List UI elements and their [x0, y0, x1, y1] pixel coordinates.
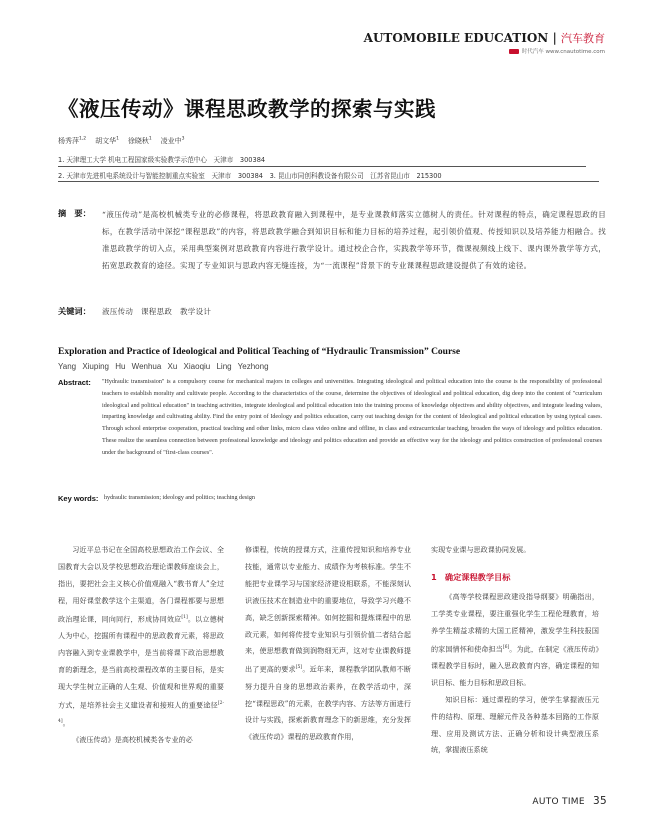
author-name: 徐晓秋	[127, 137, 149, 145]
body-column-2	[245, 542, 411, 746]
paragraph-text: 《高等学校课程思政建设指导纲要》明确指出，工学类专业课程，要注重强化学生工程伦理教育，培养学生精益求精的大国工匠精神，激发学生科技报国的家国情怀和使命担当	[431, 591, 599, 653]
paragraph	[431, 542, 599, 559]
page-footer	[532, 795, 607, 807]
page-number: 35	[593, 795, 607, 807]
citation-ref: [6]	[502, 644, 510, 650]
paragraph	[58, 542, 224, 732]
abstract-en-text: "Hydraulic transmission" is a compulsory course for mechanical majors in colleges and universities. Integrating ideological and political education into the course is the responsibility of professional teachers to establish morality and cultivate people. According to the characteristics of the course, determine the objectives of ideological and political education, dig deep into the content of "curriculum ideological and political education" in teaching activities, integrate ideological and political education into the training process of knowledge objectives and ability objectives, and integrate leading values, imparting knowledge and cultivating ability. Find the entry point of Ideology and politics education, carry out teaching design for the content of Ideological and political education by using typical cases. Through school enterprise cooperation, practical teaching and other links, micro class video online and offline, in class and extracurricular teaching, broaden the ways of ideology and politics education. These realize the seamless connection between professional knowledge and ideology and politics education and provide an effective way for the ideology and politics construction of professional courses under the background of "first-class courses".	[102, 379, 602, 456]
keywords-en-label: Key words:	[58, 494, 99, 503]
abstract-cn-label: 摘 要：	[58, 208, 91, 218]
paragraph-text: 。为此，在制定《液压传动》课程教学目标时，融入思政教育内容，确定课程的知识目标、能力目标和思政目标。	[431, 643, 600, 687]
paragraph-text: 实现专业课与思政课协同发展。	[431, 545, 531, 554]
citation-ref: [2-4]	[58, 700, 224, 724]
header-subline	[509, 47, 605, 55]
paragraph-text: 《液压传动》是高校机械类各专业的必	[72, 735, 193, 745]
abstract-cn-text: “液压传动”是高校机械类专业的必修课程，将思政教育融入到课程中，是专业课教师落实立德树人的责任。针对课程的特点，确定课程思政的目标，在教学活动中深挖“课程思政”的内容，将思政教学融合到知识目标和能力目标的培养过程，起引领价值观、传授知识以及培养能力相融合。找准思政教学的切入点，采用典型案例对思政教育内容进行教学设计。通过校企合作，实践教学等环节，微课视频线上线下、课内课外教学等方式，拓宽思政教育的途径。实现了专业知识与思政内容无缝连接，为“一流课程”背景下的专业课课程思政建设提供了有效的途径。	[102, 210, 606, 270]
citation-ref: [1]	[181, 614, 188, 620]
keywords-cn-label: 关键词：	[58, 306, 91, 316]
article-title: 《液压传动》课程思政教学的探索与实践	[58, 97, 436, 121]
author-name: 杨秀萍	[58, 137, 79, 145]
paragraph-text: 。近年来，课程教学团队教师不断努力提升自身的思想政治素养，在教学活动中，深挖“课程思政”的元素，在教学内容、方法等方面进行设计与实践，探索新教育理念下的新思维，充分发挥《液压传动》课程的思政教育作用，	[245, 664, 412, 742]
affiliation-2: 2. 天津市先进机电系统设计与智能控制重点实验室 天津市 300384 3. 昆山市同创科教设备有限公司 江苏省昆山市 215300	[58, 172, 442, 180]
header-separator: |	[552, 31, 557, 45]
author-name: 胡文华	[95, 137, 117, 145]
author-name: 凌业中	[160, 137, 182, 145]
footer-journal: AUTO TIME	[532, 797, 585, 807]
paragraph-text: 。以立德树人为中心，挖掘所有课程中的思政教育元素，将思政内容融入到专业课教学中，是当前将课下政治思想教育的新理念，是当前高校课程改革的主要目标，是实现大学生树立正确的人生观、价值观和世界观的重要方式，是培养社会主义建设者和接班人的重要途径	[58, 613, 225, 709]
paragraph-text: 知识目标：通过课程的学习，使学生掌握液压元件的结构、原理、理解元件及各种基本回路的工作原理、应用及测试方法、正确分析和设计典型液压系统，掌握液压系统	[431, 694, 599, 755]
publisher-url: 时代汽车 www.cnautotime.com	[521, 49, 605, 55]
paragraph-text: 。	[62, 718, 70, 728]
publisher-logo-icon	[509, 49, 519, 54]
citation-ref: [5]	[295, 665, 303, 671]
author-affil-mark: 3	[181, 136, 185, 142]
paragraph	[245, 542, 411, 746]
section-heading: 1 确定课程教学目标	[431, 571, 511, 582]
english-title: Exploration and Practice of Ideological and Political Teaching of “Hydraulic Transmission” Course	[58, 347, 461, 357]
paragraph	[431, 589, 599, 692]
author-affil-mark: 1	[116, 136, 119, 142]
author-list	[58, 136, 185, 146]
english-authors: Yang Xiuping Hu Wenhua Xu Xiaoqiu Ling Yezhong	[58, 362, 269, 371]
paragraph	[431, 692, 599, 760]
journal-name-cn: 汽车教育	[561, 32, 605, 45]
affiliation-divider	[58, 181, 599, 182]
body-column-3	[431, 542, 599, 759]
journal-name-en: AUTOMOBILE EDUCATION	[363, 31, 549, 45]
paragraph	[58, 732, 224, 749]
paragraph-text: 修课程，传统的授课方式，注重传授知识和培养专业技能，通常以专业能力、成绩作为考核标准。学生不能把专业课学习与国家经济建设相联系，不能深刻认识液压技术在制造业中的重要地位，导致学习兴趣不高，缺乏创新探索精神。如何挖掘和提炼课程中的思政元素，如何将传授专业知识与引领价值二者结合起来，使思想教育做到润物细无声，这对专业课教师提出了更高的要求	[245, 545, 411, 674]
paragraph-text: 习近平总书记在全国高校思想政治工作会议、全国教育大会以及学校思想政治理论课教师座谈会上，指出，要把社会主义核心价值观融入“教书育人”全过程，用好课堂教学这个主渠道，各门课程都要与思想政治理论课，同向同行，形成协同效应	[58, 545, 224, 623]
journal-header	[364, 30, 605, 46]
keywords-en: hydraulic transmission; ideology and politics; teaching design	[104, 495, 255, 501]
author-affil-mark: 1	[148, 136, 152, 142]
affiliation-divider	[58, 166, 586, 167]
body-column-1	[58, 542, 224, 749]
keywords-cn: 液压传动 课程思政 教学设计	[102, 307, 212, 316]
author-affil-mark: 1,2	[79, 136, 87, 142]
affiliation-1: 1. 天津理工大学 机电工程国家级实验教学示范中心 天津市 300384	[58, 156, 266, 164]
abstract-en-label: Abstract:	[58, 378, 91, 387]
